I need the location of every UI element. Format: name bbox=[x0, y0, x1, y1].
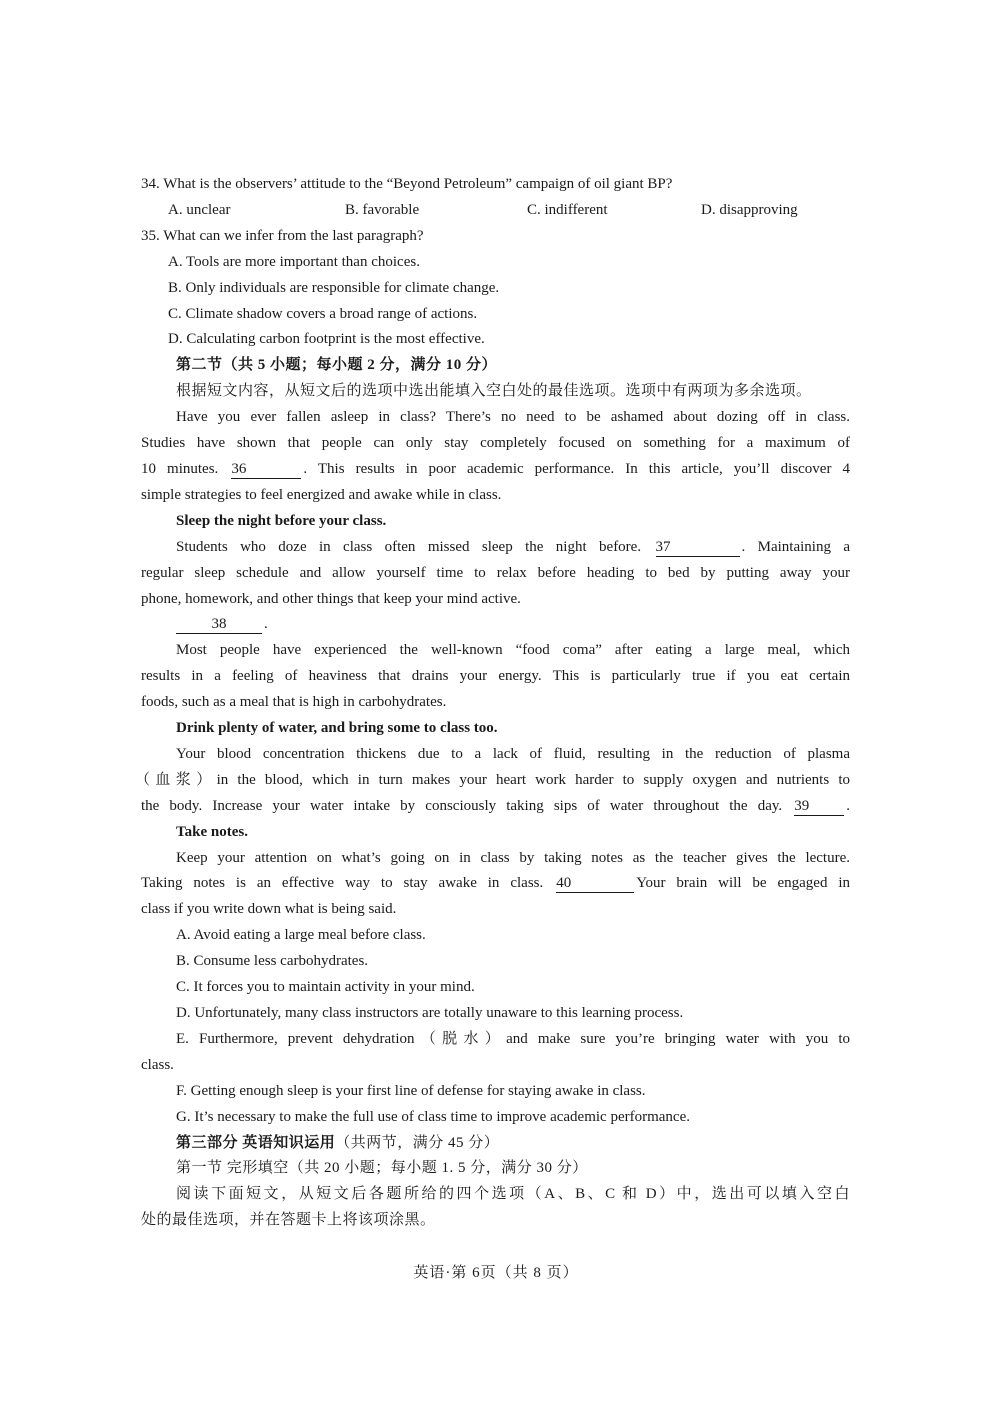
passage-p3-line1: Most people have experienced the well-known “food coma” after eating a large meal, which bbox=[176, 642, 850, 659]
q34-option-c: C. indifferent bbox=[527, 201, 608, 218]
blank-39[interactable]: 39 bbox=[794, 798, 844, 816]
passage-p2-line3: phone, homework, and other things that keep your mind active. bbox=[141, 590, 521, 607]
choice-c: C. It forces you to maintain activity in your mind. bbox=[176, 979, 475, 996]
p1-text-before-blank: 10 minutes. bbox=[141, 460, 219, 477]
choice-e-line2: class. bbox=[141, 1056, 174, 1073]
q34-option-b: B. favorable bbox=[345, 201, 420, 218]
passage-p4-line3 bbox=[141, 794, 850, 820]
part-3-instruction-line1: 阅读下面短文，从短文后各题所给的四个选项（A、B、C 和 D）中，选出可以填入空白 bbox=[176, 1186, 850, 1203]
passage-p2-line1 bbox=[141, 535, 850, 561]
passage-heading-water: Drink plenty of water, and bring some to class too. bbox=[176, 720, 498, 737]
q35-option-b: B. Only individuals are responsible for climate change. bbox=[168, 279, 500, 296]
page-footer: 英语·第 6页（共 8 页） bbox=[413, 1265, 579, 1281]
passage-p4-line2: （血浆）in the blood, which in turn makes your heart work harder to supply oxygen and nutrients to bbox=[135, 771, 850, 788]
blank-38-period: . bbox=[264, 616, 268, 633]
choice-e-line1: E. Furthermore, prevent dehydration（脱水）and make sure you’re bringing water with you to bbox=[176, 1030, 850, 1047]
question-34-stem: 34. What is the observers’ attitude to the “Beyond Petroleum” campaign of oil giant BP? bbox=[141, 176, 673, 192]
passage-heading-sleep: Sleep the night before your class. bbox=[176, 512, 387, 529]
question-34-options bbox=[141, 198, 850, 224]
passage-p3-line3: foods, such as a meal that is high in carbohydrates. bbox=[141, 694, 447, 711]
part-3-score: （共两节，满分 45 分） bbox=[335, 1134, 500, 1151]
choice-a: A. Avoid eating a large meal before class. bbox=[176, 927, 426, 944]
passage-p5-line2 bbox=[141, 871, 850, 897]
exam-page bbox=[135, 172, 851, 1234]
p2-text-after-blank: . Maintaining a bbox=[741, 538, 851, 555]
passage-p1-line4: simple strategies to feel energized and awake while in class. bbox=[141, 486, 502, 503]
choice-f: F. Getting enough sleep is your first line of defense for staying awake in class. bbox=[176, 1082, 646, 1099]
part-3-title: 第三部分 英语知识运用 bbox=[176, 1134, 336, 1151]
part-3-heading bbox=[141, 1131, 850, 1157]
section-2-instruction: 根据短文内容，从短文后的选项中选出能填入空白处的最佳选项。选项中有两项为多余选项。 bbox=[176, 383, 812, 400]
p5-text-after-blank: Your brain will be engaged in bbox=[636, 875, 851, 892]
q35-option-d: D. Calculating carbon footprint is the most effective. bbox=[168, 331, 485, 348]
part-3-instruction-line2: 处的最佳选项，并在答题卡上将该项涂黑。 bbox=[141, 1212, 436, 1229]
q35-option-a: A. Tools are more important than choices. bbox=[168, 253, 420, 270]
q34-option-d: D. disapproving bbox=[701, 201, 798, 218]
choice-d: D. Unfortunately, many class instructors are totally unaware to this learning process. bbox=[176, 1005, 684, 1021]
passage-p1-line3 bbox=[141, 457, 850, 483]
p5-text-before-blank: Taking notes is an effective way to stay awake in class. bbox=[141, 875, 544, 892]
question-35-stem: 35. What can we infer from the last paragraph? bbox=[141, 227, 424, 244]
part-3-subsection: 第一节 完形填空（共 20 小题；每小题 1. 5 分，满分 30 分） bbox=[176, 1160, 588, 1177]
blank-37[interactable]: 37 bbox=[656, 539, 740, 557]
p1-text-after-blank: . This results in poor academic performance. In this article, you’ll discover 4 bbox=[303, 460, 851, 477]
q35-option-c: C. Climate shadow covers a broad range of actions. bbox=[168, 305, 478, 322]
q34-option-a: A. unclear bbox=[168, 201, 231, 218]
p4-text-before-blank: the body. Increase your water intake by consciously taking sips of water throughout the day. bbox=[141, 797, 783, 814]
passage-p4-line1: Your blood concentration thickens due to a lack of fluid, resulting in the reduction of plasma bbox=[176, 745, 850, 762]
passage-p1-line1: Have you ever fallen asleep in class? There’s no need to be ashamed about dozing off in class. bbox=[176, 409, 850, 426]
passage-p5-line3: class if you write down what is being said. bbox=[141, 901, 397, 918]
blank-36[interactable]: 36 bbox=[231, 461, 301, 479]
choice-b: B. Consume less carbohydrates. bbox=[176, 953, 369, 970]
passage-heading-notes: Take notes. bbox=[176, 823, 248, 840]
passage-p3-line2: results in a feeling of heaviness that drains your energy. This is particularly true if you eat certain bbox=[141, 668, 850, 685]
p2-text-before-blank: Students who doze in class often missed sleep the night before. bbox=[176, 538, 642, 555]
passage-p5-line1: Keep your attention on what’s going on in class by taking notes as the teacher gives the lecture. bbox=[176, 849, 850, 866]
section-2-heading: 第二节（共 5 小题；每小题 2 分，满分 10 分） bbox=[176, 357, 498, 374]
p4-text-after-blank: . bbox=[846, 797, 851, 814]
choice-g: G. It’s necessary to make the full use of class time to improve academic performance. bbox=[176, 1108, 690, 1125]
blank-40[interactable]: 40 bbox=[556, 875, 634, 893]
passage-p1-line2: Studies have shown that people can only stay completely focused on something for a maximum of bbox=[141, 435, 850, 452]
blank-38[interactable]: 38 bbox=[176, 616, 262, 634]
passage-p2-line2: regular sleep schedule and allow yourself time to relax before heading to bed by putting away your bbox=[141, 564, 850, 581]
passage-heading-38 bbox=[141, 612, 850, 638]
